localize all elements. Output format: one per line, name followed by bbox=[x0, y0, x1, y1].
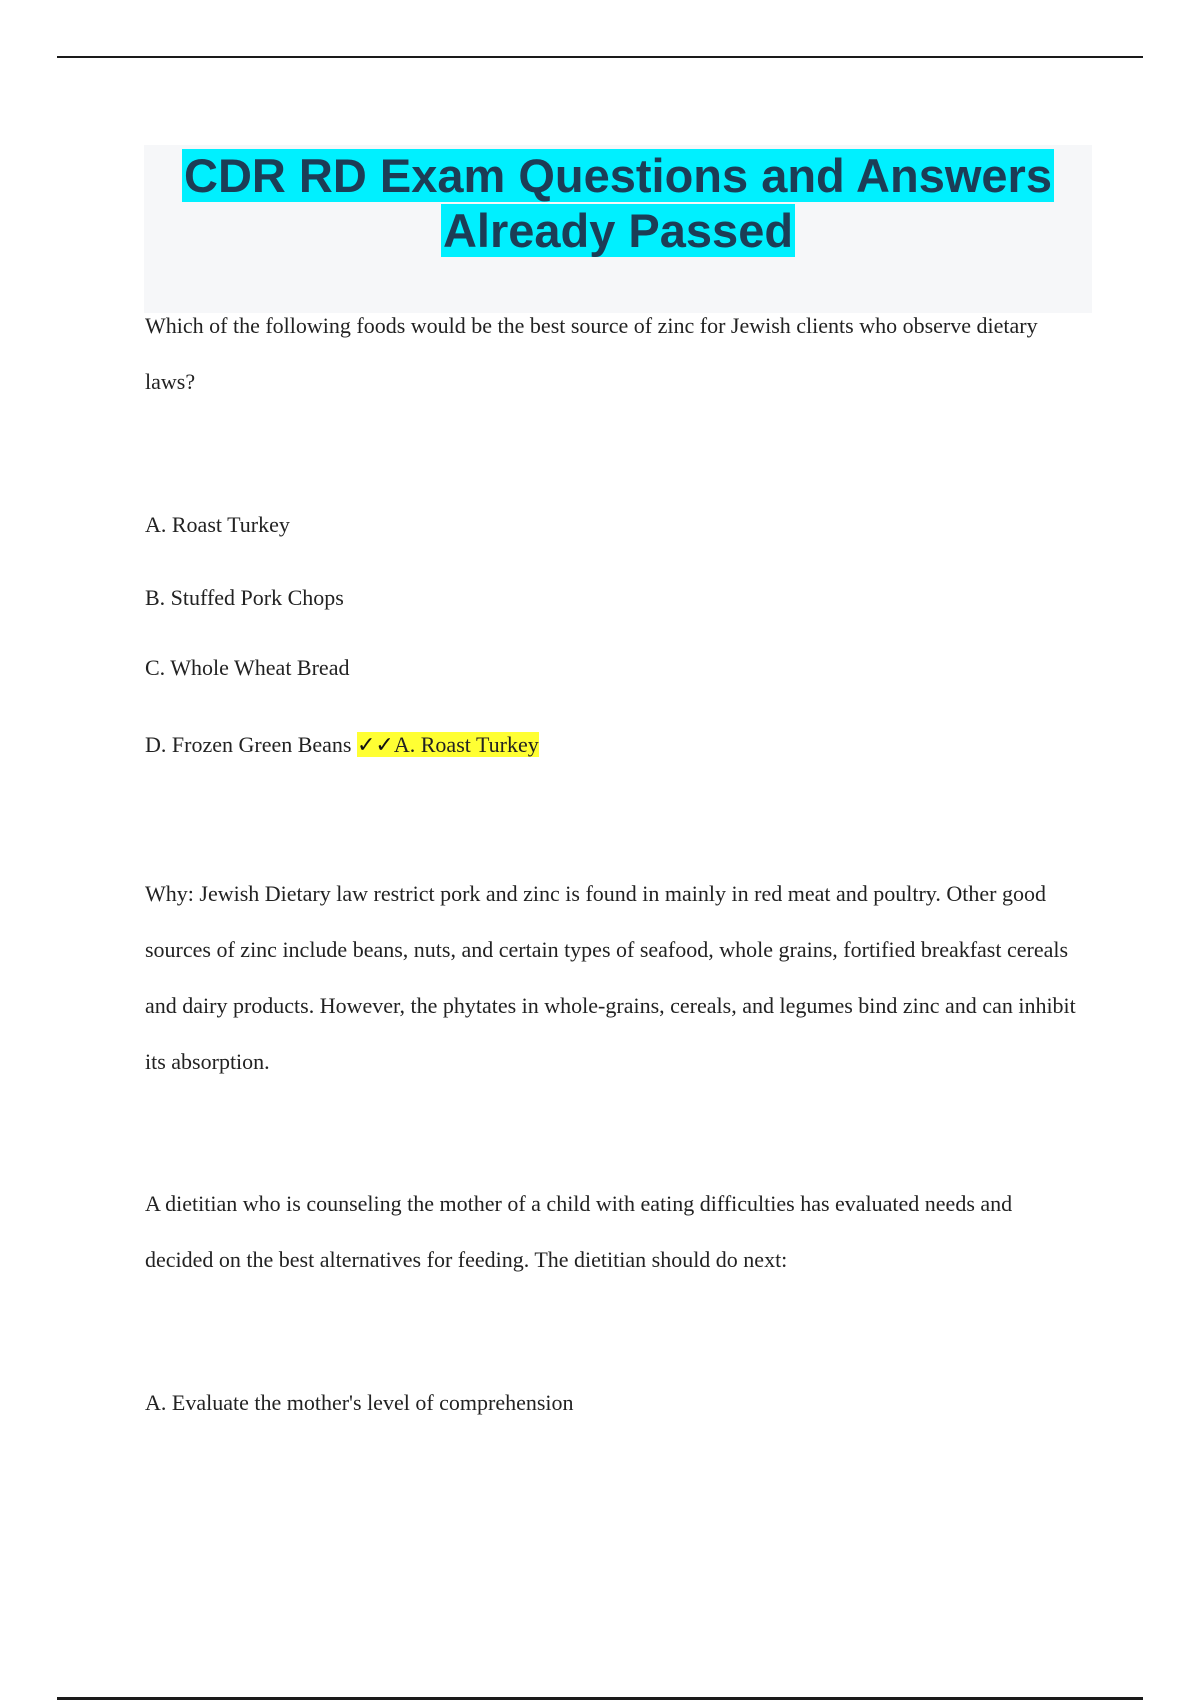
document-title-line-2: Already Passed bbox=[442, 204, 794, 257]
answer-text: A. Roast Turkey bbox=[393, 732, 539, 757]
question-1-explanation: Why: Jewish Dietary law restrict pork and zinc is found in mainly in red meat and poultry. Other good sources of zinc include beans, nuts, and certain types of seafood, whole grains, fortified breakfast cereals and dairy products. However, the phytates in whole-grains, cereals, and legumes bind zinc and can inhibit its absorption. bbox=[145, 881, 1076, 1074]
question-1-text: Which of the following foods would be the best source of zinc for Jewish clients who observe dietary laws? bbox=[145, 313, 1038, 394]
top-rule bbox=[57, 56, 1143, 58]
question-1-option-c: C. Whole Wheat Bread bbox=[145, 655, 350, 680]
double-check-icon: ✓✓ bbox=[357, 733, 394, 758]
title-block bbox=[144, 145, 1092, 313]
document-title-line-1: CDR RD Exam Questions and Answers bbox=[184, 149, 1052, 202]
question-1-option-d: D. Frozen Green Beans bbox=[145, 732, 352, 757]
answer-highlight bbox=[357, 732, 539, 757]
question-1-option-a: A. Roast Turkey bbox=[145, 512, 290, 537]
question-1-option-b: B. Stuffed Pork Chops bbox=[145, 585, 344, 610]
question-1-option-d-row bbox=[145, 717, 1085, 774]
question-2-option-a: A. Evaluate the mother's level of comprehension bbox=[145, 1390, 574, 1415]
question-2-text: A dietitian who is counseling the mother of a child with eating difficulties has evaluated needs and decided on the best alternatives for feeding. The dietitian should do next: bbox=[145, 1191, 1013, 1272]
